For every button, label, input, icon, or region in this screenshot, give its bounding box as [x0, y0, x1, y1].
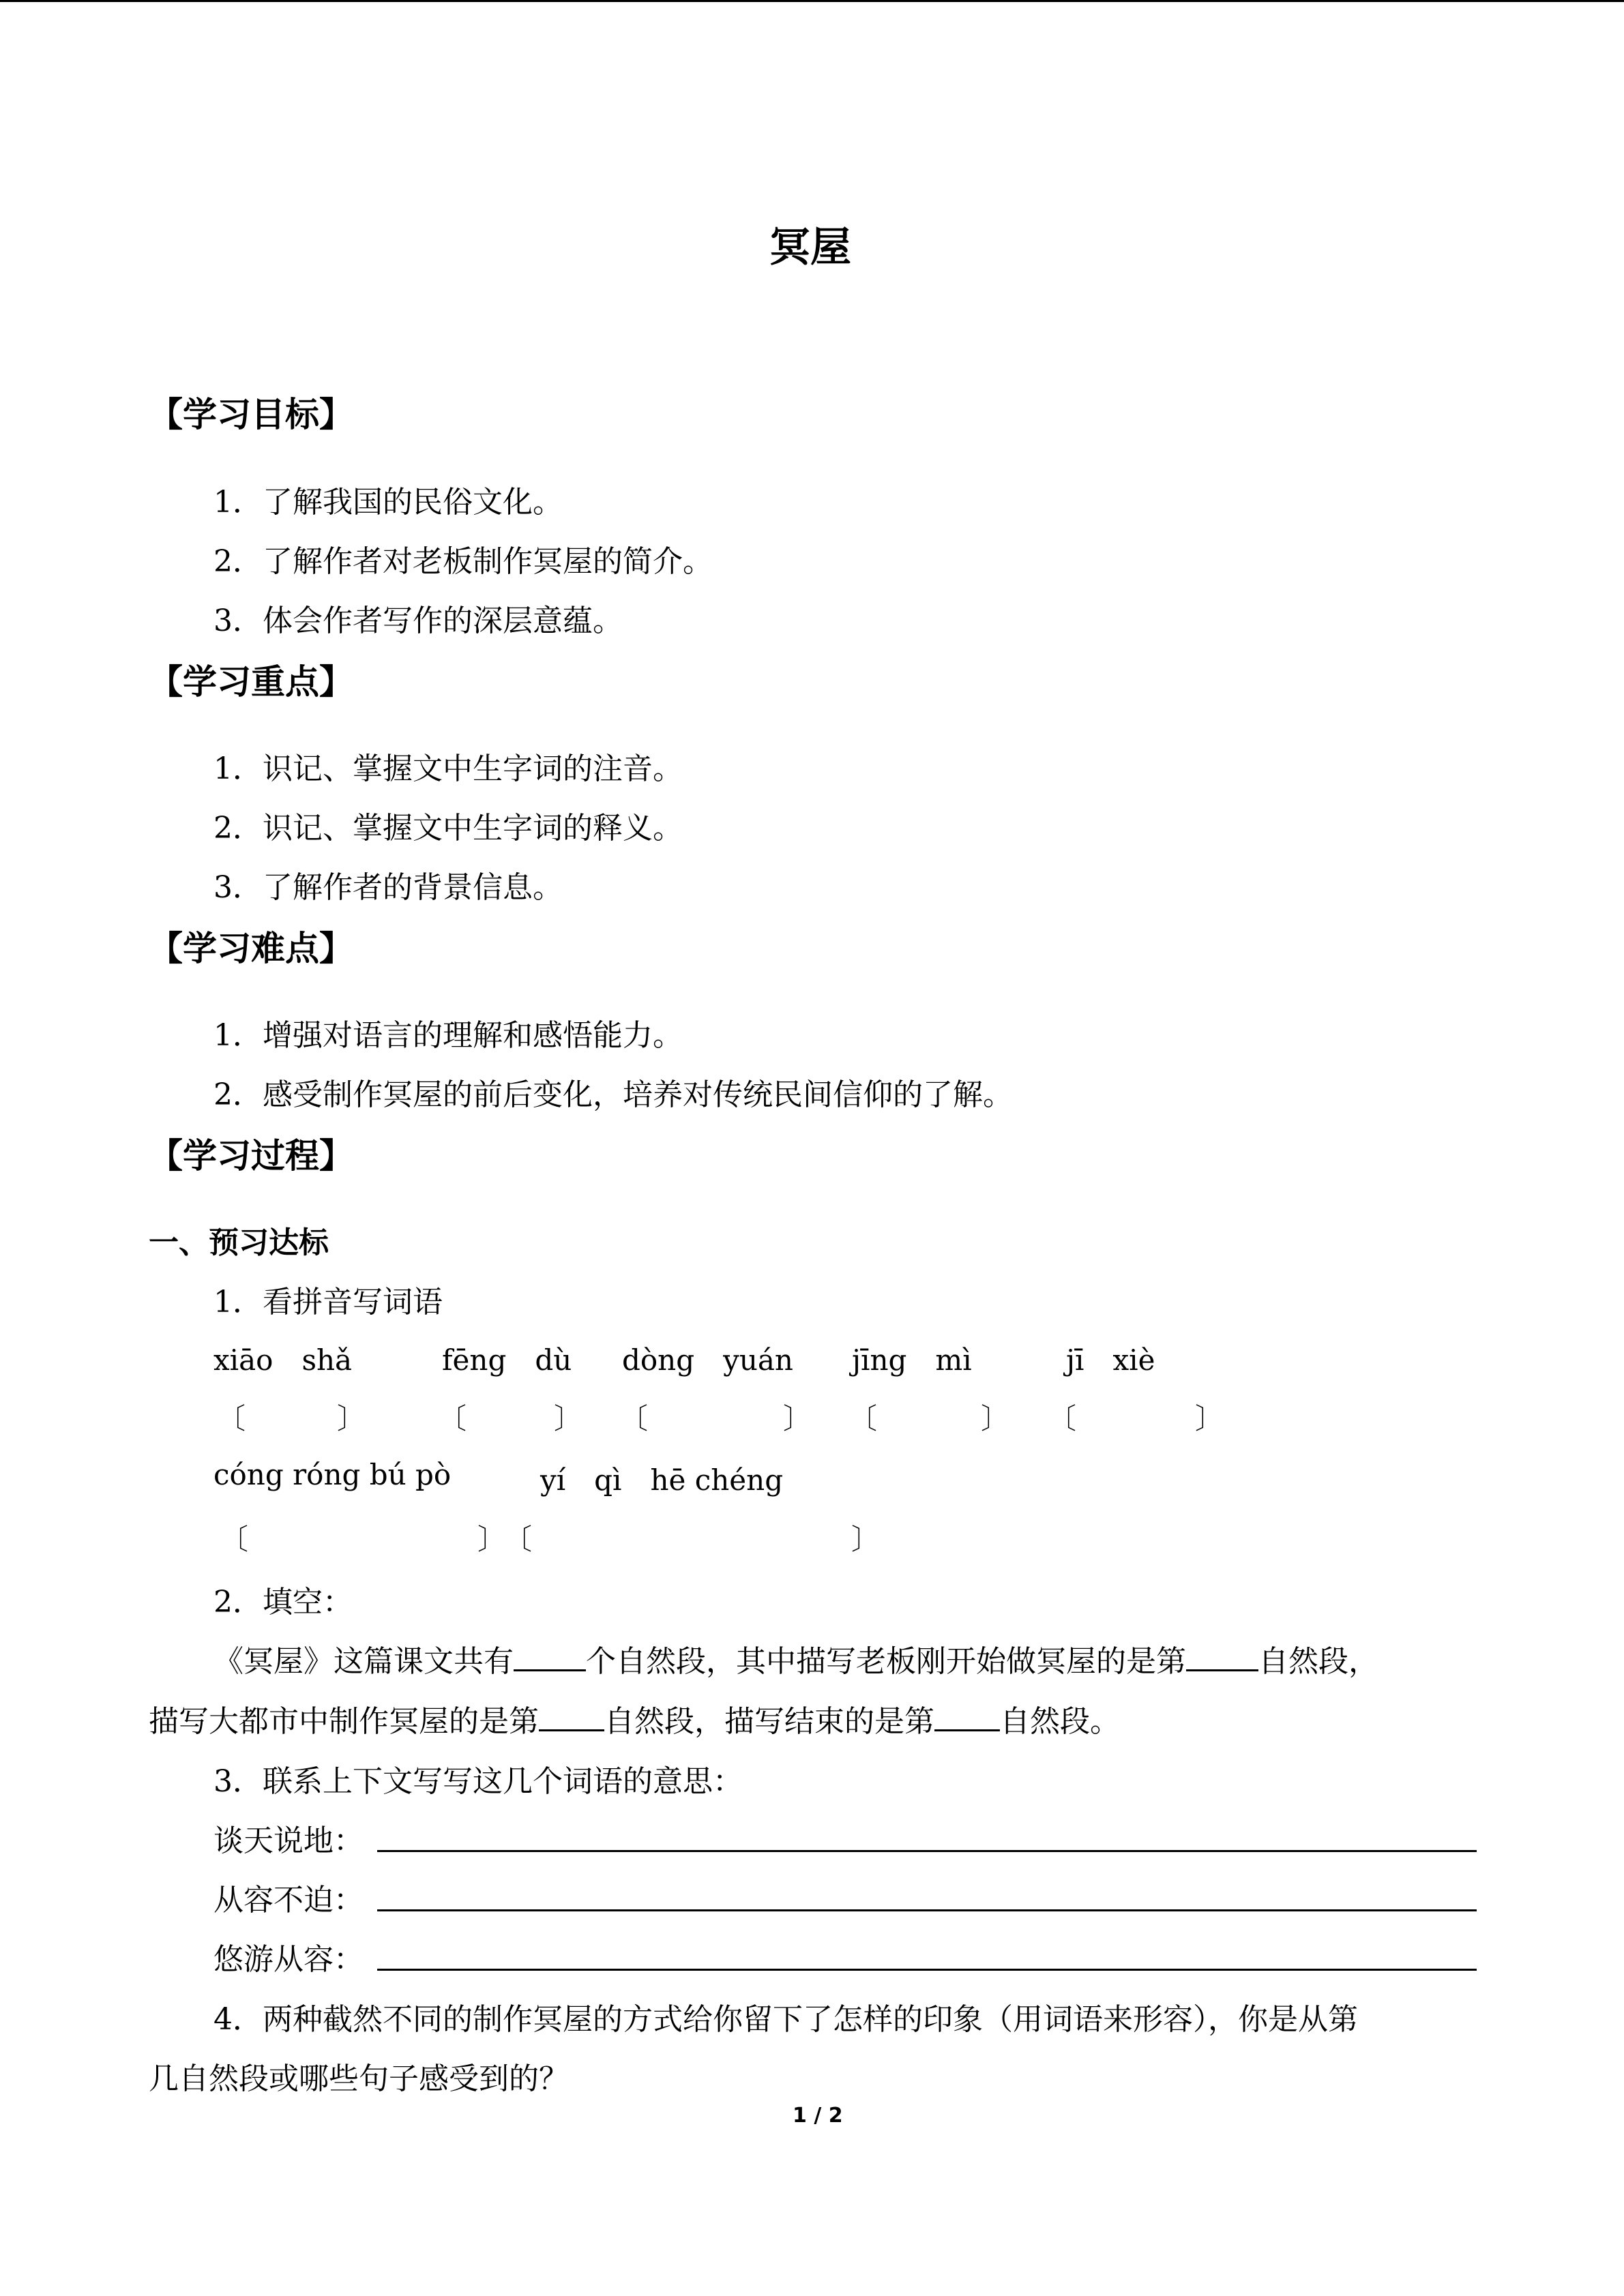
keypoint-item: 3．了解作者的背景信息。	[213, 870, 563, 905]
q2-text: 自然段。	[1000, 1704, 1120, 1739]
process-heading: 【学习过程】	[149, 1136, 353, 1176]
goals-heading: 【学习目标】	[149, 395, 353, 434]
q4-line: 4．两种截然不同的制作冥屋的方式给你留下了怎样的印象（用词语来形容），你是从第	[213, 2002, 1358, 2037]
q2-text: 个自然段，其中描写老板刚开始做冥屋的是第	[586, 1644, 1186, 1679]
answer-bracket-close: 〕	[477, 1523, 507, 1556]
term-label: 谈天说地：	[213, 1823, 364, 1858]
answer-bracket-close: 〕	[783, 1402, 812, 1435]
q2-label: 2．填空：	[213, 1585, 353, 1620]
answer-bracket-close: 〕	[1195, 1402, 1224, 1435]
answer-bracket-open: 〔	[217, 1402, 246, 1435]
goal-item: 2．了解作者对老板制作冥屋的简介。	[213, 544, 713, 579]
keypoint-item: 2．识记、掌握文中生字词的释义。	[213, 811, 683, 846]
answer-bracket-open: 〔	[848, 1402, 878, 1435]
answer-bracket-open: 〔	[503, 1523, 533, 1556]
answer-bracket-close: 〕	[981, 1402, 1010, 1435]
pinyin-item: xiāo shǎ	[213, 1343, 353, 1377]
q3-label: 3．联系上下文写写这几个词语的意思：	[213, 1764, 743, 1799]
pinyin-item: jīng mì	[852, 1343, 972, 1377]
q2-text: 《冥屋》这篇课文共有	[213, 1644, 514, 1679]
pinyin-item: jī xiè	[1066, 1343, 1155, 1377]
q2-line2	[149, 1697, 1120, 1740]
answer-bracket-close: 〕	[337, 1402, 366, 1435]
pinyin-item: yí qì hē chéng	[540, 1463, 784, 1497]
term-label: 悠游从容：	[213, 1942, 364, 1977]
q2-line1	[213, 1637, 1378, 1680]
keypoint-item: 1．识记、掌握文中生字词的注音。	[213, 751, 683, 786]
fill-blank[interactable]	[514, 1639, 586, 1671]
answer-bracket-open: 〔	[438, 1402, 467, 1435]
keypoints-heading: 【学习重点】	[149, 662, 353, 702]
q2-text: 自然段，	[1258, 1644, 1378, 1679]
answer-bracket-open: 〔	[220, 1523, 249, 1556]
preview-heading: 一、预习达标	[149, 1225, 329, 1260]
fill-blank[interactable]	[934, 1699, 1000, 1731]
answer-bracket-open: 〔	[1048, 1402, 1077, 1435]
term-label: 从容不迫：	[213, 1883, 364, 1918]
answer-line[interactable]	[377, 1969, 1477, 1971]
pinyin-item: dòng yuán	[622, 1343, 793, 1377]
difficulty-item: 1．增强对语言的理解和感悟能力。	[213, 1018, 683, 1053]
answer-line[interactable]	[377, 1850, 1477, 1852]
pinyin-item: cóng róng bú pò	[213, 1458, 452, 1491]
q1-label: 1．看拼音写词语	[213, 1285, 443, 1320]
page-title: 冥屋	[769, 224, 851, 271]
top-border	[0, 0, 1624, 2]
answer-bracket-open: 〔	[619, 1402, 649, 1435]
goal-item: 3．体会作者写作的深层意蕴。	[213, 603, 623, 638]
difficulties-heading: 【学习难点】	[149, 929, 353, 968]
fill-blank[interactable]	[539, 1699, 604, 1731]
answer-bracket-close: 〕	[554, 1402, 583, 1435]
q4-line: 几自然段或哪些句子感受到的？	[149, 2061, 569, 2096]
page-number: 1 / 2	[793, 2104, 843, 2128]
fill-blank[interactable]	[1186, 1639, 1258, 1671]
q2-text: 自然段，描写结束的是第	[604, 1704, 934, 1739]
answer-bracket-close: 〕	[851, 1523, 881, 1556]
pinyin-item: fēng dù	[442, 1343, 572, 1377]
difficulty-item: 2．感受制作冥屋的前后变化，培养对传统民间信仰的了解。	[213, 1077, 1013, 1112]
q2-text: 描写大都市中制作冥屋的是第	[149, 1704, 539, 1739]
answer-line[interactable]	[377, 1909, 1477, 1911]
goal-item: 1．了解我国的民俗文化。	[213, 485, 563, 520]
